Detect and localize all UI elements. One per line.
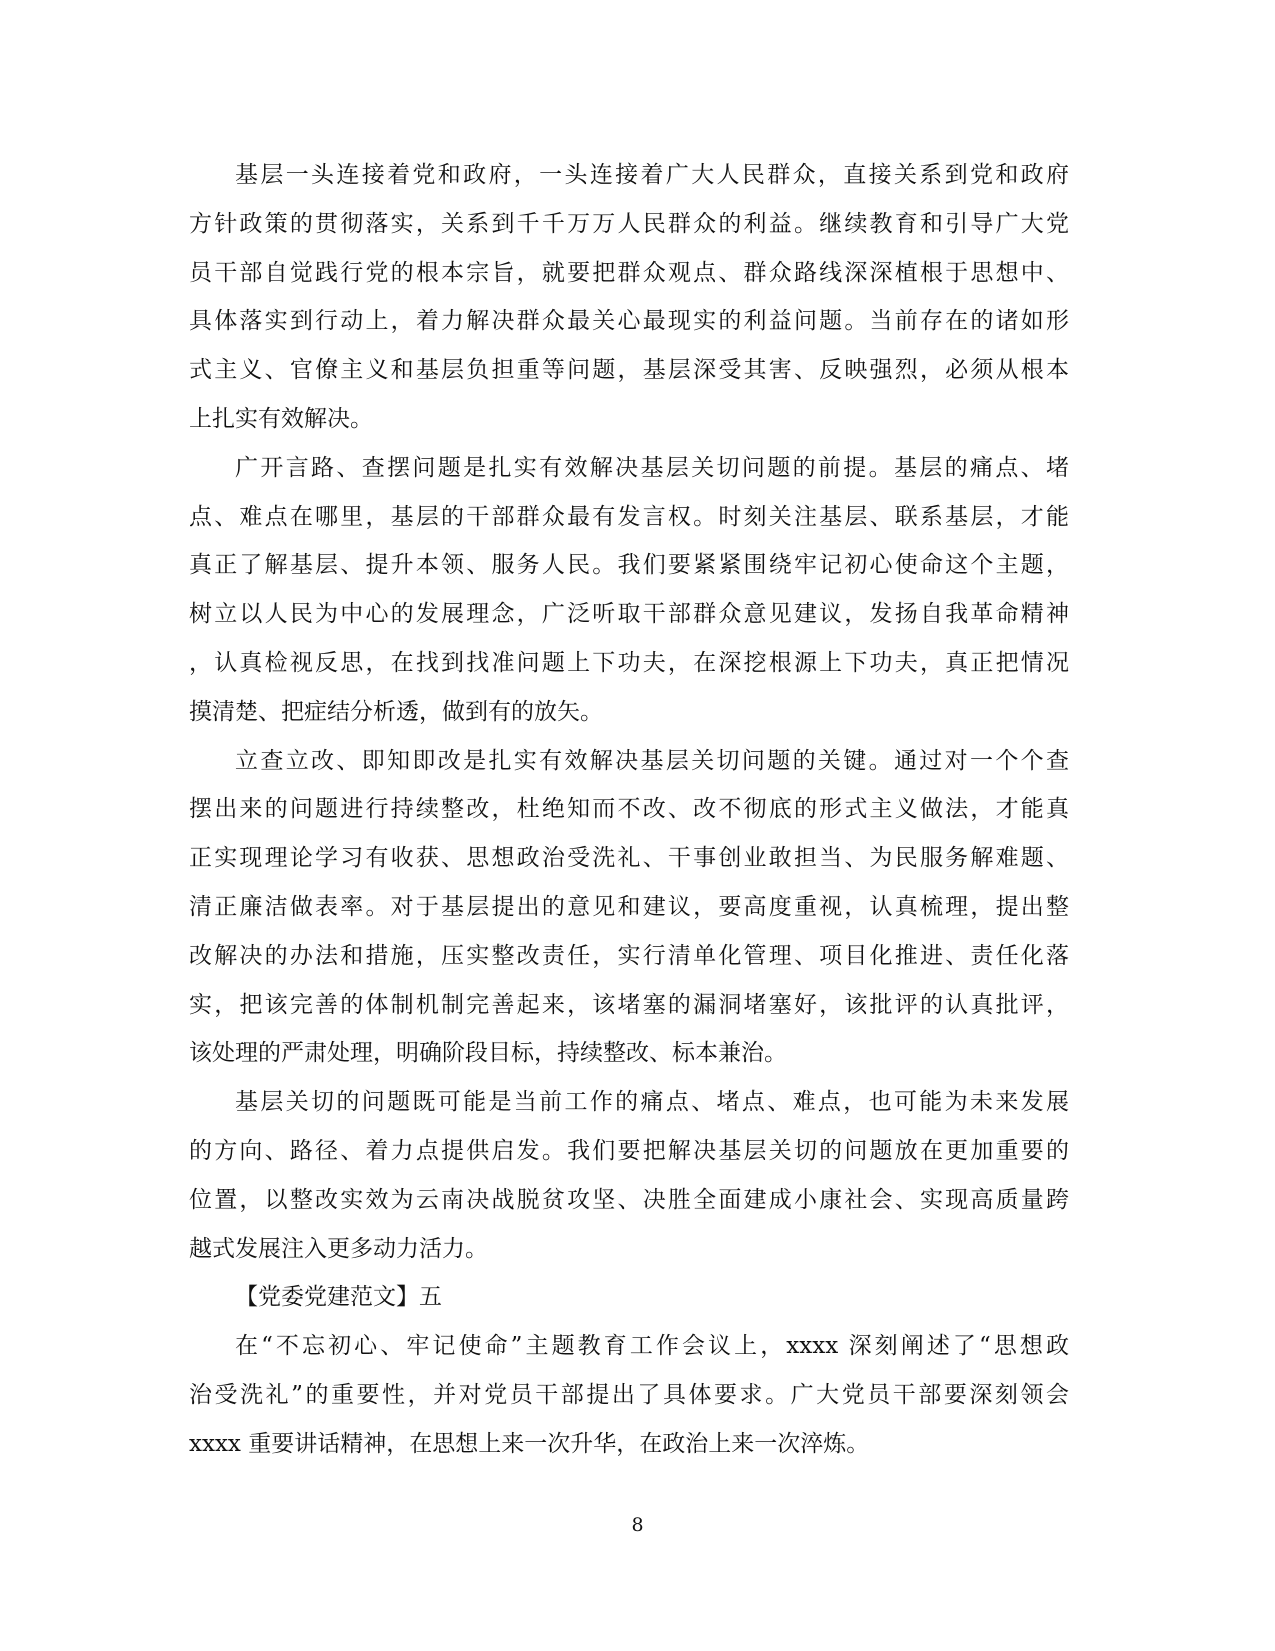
text-line: 具体落实到行动上，着力解决群众最关心最现实的利益问题。当前存在的诸如形 [189, 308, 1069, 335]
text-line: 实，把该完善的体制机制完善起来，该堵塞的漏洞堵塞好，该批评的认真批评， [189, 991, 1069, 1018]
text-line: 该处理的严肃处理，明确阶段目标，持续整改、标本兼治。 [189, 1040, 787, 1067]
text-line: 正实现理论学习有收获、思想政治受洗礼、干事创业敢担当、为民服务解难题、 [189, 845, 1069, 872]
text-line: ，认真检视反思，在找到找准问题上下功夫，在深挖根源上下功夫，真正把情况 [189, 649, 1069, 676]
text-line: 治受洗礼”的重要性，并对党员干部提出了具体要求。广大党员干部要深刻领会 [189, 1381, 1069, 1408]
text-line: 越式发展注入更多动力活力。 [189, 1235, 488, 1262]
text-line: 在“不忘初心、牢记使命”主题教育工作会议上，xxxx 深刻阐述了“思想政 [235, 1333, 1069, 1360]
text-line: 改解决的办法和措施，压实整改责任，实行清单化管理、项目化推进、责任化落 [189, 942, 1069, 969]
text-line: 基层关切的问题既可能是当前工作的痛点、堵点、难点，也可能为未来发展 [235, 1089, 1069, 1116]
text-line: 广开言路、查摆问题是扎实有效解决基层关切问题的前提。基层的痛点、堵 [235, 454, 1069, 481]
text-line: 的方向、路径、着力点提供启发。我们要把解决基层关切的问题放在更加重要的 [189, 1137, 1069, 1164]
text-line: 摆出来的问题进行持续整改，杜绝知而不改、改不彻底的形式主义做法，才能真 [189, 796, 1069, 823]
text-line: 式主义、官僚主义和基层负担重等问题，基层深受其害、反映强烈，必须从根本 [189, 357, 1069, 384]
text-line: 位置，以整改实效为云南决战脱贫攻坚、决胜全面建成小康社会、实现高质量跨 [189, 1186, 1069, 1213]
text-line: 立查立改、即知即改是扎实有效解决基层关切问题的关键。通过对一个个查 [235, 747, 1069, 774]
text-line: 清正廉洁做表率。对于基层提出的意见和建议，要高度重视，认真梳理，提出整 [189, 893, 1069, 920]
text-line: xxxx 重要讲话精神，在思想上来一次升华，在政治上来一次淬炼。 [189, 1430, 870, 1457]
text-line: 树立以人民为中心的发展理念，广泛听取干部群众意见建议，发扬自我革命精神 [189, 601, 1069, 628]
text-line: 员干部自觉践行党的根本宗旨，就要把群众观点、群众路线深深植根于思想中、 [189, 259, 1069, 286]
page-number: 8 [631, 1514, 644, 1536]
text-line: 摸清楚、把症结分析透，做到有的放矢。 [189, 698, 603, 725]
text-line: 上扎实有效解决。 [189, 405, 373, 432]
text-line: 点、难点在哪里，基层的干部群众最有发言权。时刻关注基层、联系基层，才能 [189, 503, 1069, 530]
text-line: 基层一头连接着党和政府，一头连接着广大人民群众，直接关系到党和政府 [235, 162, 1069, 188]
text-line: 方针政策的贯彻落实，关系到千千万万人民群众的利益。继续教育和引导广大党 [189, 210, 1069, 237]
text-line: 真正了解基层、提升本领、服务人民。我们要紧紧围绕牢记初心使命这个主题， [189, 552, 1069, 579]
body-text [189, 151, 1069, 1469]
text-line: 【党委党建范文】五 [235, 1284, 442, 1311]
